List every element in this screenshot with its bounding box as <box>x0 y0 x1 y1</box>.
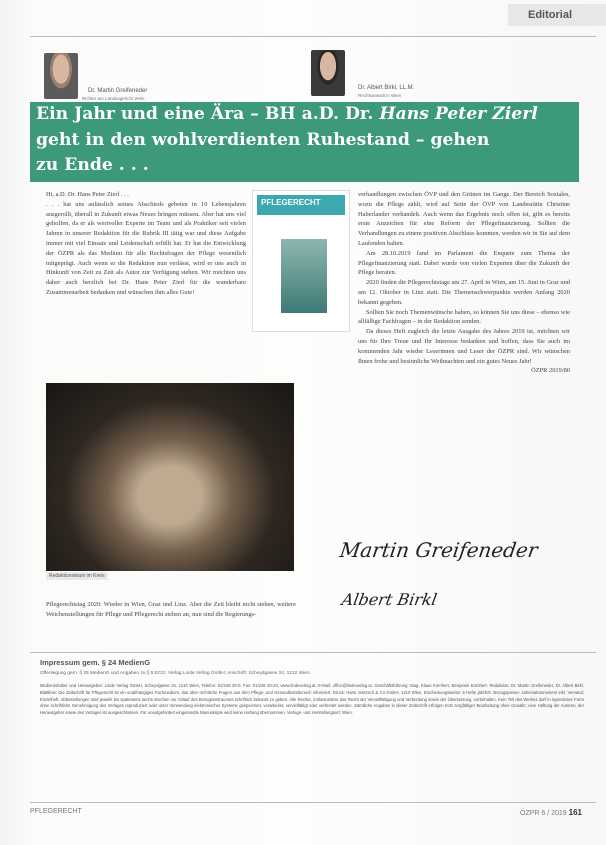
author-2-name: Dr. Albert Birkl, LL.M. <box>358 85 415 91</box>
group-photo <box>46 383 294 571</box>
top-rule <box>30 36 596 37</box>
footer-page-info <box>520 808 582 817</box>
title-line-2: geht in den wohlverdienten Ruhestand – gehen <box>36 129 490 150</box>
magazine-cover-photo <box>281 239 327 313</box>
right-paragraph-3: 2020 finden die Pflegerechtstage am 27. April in Wien, am 15. Juni in Graz und am 12. Oktober in Linz statt. Die Themenschwerpunkte werden Anfang 2020 bekannt gegeben. <box>358 279 570 306</box>
title-line-1: Ein Jahr und eine Ära – BH a.D. Dr. <box>36 104 380 124</box>
magazine-title: PFLEGERECHT <box>261 198 321 207</box>
footer-rule <box>30 802 596 803</box>
right-column <box>358 190 570 376</box>
footer-journal: PFLEGERECHT <box>30 808 82 815</box>
author-1-name: Dr. Martin Greifeneder <box>88 88 148 94</box>
signature-1: Martin Greifeneder <box>338 538 540 562</box>
author-2-role: Rechtsanwalt in Wien <box>358 93 402 98</box>
left-column <box>46 190 246 298</box>
impressum-rule <box>30 652 596 653</box>
impressum-text: Medieninhaber und Herausgeber: Linde Verlag GmbH, Scheydgasse 24, 1210 Wien, Telefon: 01/246 30-0, Fax: 01/246 30-23, www.lindeverlag.at, E-Mail: office@lindeverlag.at. Geschäftsführung: Mag. Klaus Kornherr, Benjamin Kornherr. Redaktion: Dr. Martin Greifeneder, Dr. Albert Birkl. Blattlinie: Die Zeitschrift für Pflegerecht ist ein unabhängiges Fachmedium, das über rechtliche Fragen aus dem Pflege- und Gesundheitsbereich informiert. Druck: Hans Jentzsch & Co GmbH, 1210 Wien. Erscheinungsweise: 6 Hefte jährlich. Bezugspreise: Jahresabonnement inkl. Versand; Einzelheft. Abbestellungen sind jeweils bis spätestens sechs Wochen vor Ablauf des Bezugszeitraumes schriftlich bekannt zu geben. Alle Rechte, insbesondere das Recht der Vervielfältigung und Verbreitung sowie der Übersetzung, vorbehalten. Kein Teil des Werkes darf in irgendeiner Form ohne schriftliche Genehmigung des Verlages reproduziert oder unter Verwendung elektronischer Systeme gespeichert, verarbeitet, vervielfältigt oder verbreitet werden. Sämtliche Angaben in dieser Zeitschrift erfolgen trotz sorgfältiger Bearbeitung ohne Gewähr; eine Haftung der Autoren, der Herausgeber sowie des Verlages ist ausgeschlossen. Für unaufgefordert eingesandte Manuskripte wird keine Haftung übernommen. Verlags- und Herstellungsort: Wien. <box>40 683 584 716</box>
signature-2: Albert Birkl <box>340 590 439 609</box>
salutation: Hi, a.D. Dr. Hans Peter Zierl . . . <box>46 191 129 198</box>
caption-below-photo: Pflegerechtstag 2020: Wieder in Wien, Graz und Linz. Aber die Zeit bleibt nicht stehen, weitere Weichenstellungen für Pflege und Pflegerecht stehen an, nun sind die Regierungs- <box>46 601 296 618</box>
right-paragraph-1: verhandlungen zwischen ÖVP und den Grünen im Gange. Der Bereich Soziales, wozu die Pflege zählt, wird auf Seite der ÖVP von Landesrätin Christine Haberlander verhandelt. Auch wenn das Ergebnis noch offen ist, gibt es bereits erste Anzeichen für eine Reform der Pflegefinanzierung. Sollten die Verhandlungen zu einem positiven Abschluss kommen, werden wir in Sie auf dem Laufenden halten. <box>358 191 570 247</box>
section-tag: Editorial <box>508 4 606 26</box>
right-paragraph-5: Da dieses Heft zugleich die letzte Ausgabe des Jahres 2019 ist, möchten wir uns für Ihre Treue und Ihr Interesse bedanken und hoffen, dass Sie auch im kommenden Jahr wieder Leserinnen und Leser der ÖZPR sind. Wir wünschen Ihnen frohe und besinnliche Weihnachten und ein gutes Neues Jahr! <box>358 328 570 365</box>
author-1-role: Richter am Landesgericht Wels <box>82 96 145 101</box>
right-paragraph-4: Sollten Sie noch Themenwünsche haben, so können Sie uns diese – ebenso wie allfällige Fachfragen – in der Redaktion senden. <box>358 308 570 326</box>
left-paragraph: . . . hat uns anlässlich seines Abschieds gebeten in 10 Lebensjahren ausgerollt, überall in Zukunft etwas Neues bringen müssen. Aber hat uns viel geholfen, da er als wertvoller Experte im Team und als Praktiker seit vielen Jahren in unserer Redaktion für die Rubrik III tätig war und diese Aufgabe immer mit viel Einsatz und Leidenschaft erfüllt hat. Er hat die Entwicklung der ÖZPR als das Medium für alle Rechtsfragen der Pflege wesentlich mitgeprägt. Auch wenn er die Redaktion nun verlässt, wird er uns auch in Hinkunft von Zeit zu Zeit als Autor zur Verfügung stehen. Wir möchten uns daher auch herzlich bei Dr. Hans Peter Zierl für die wunderbare Zusammenarbeit bedanken und wünschen ihm alles Gute! <box>46 200 246 296</box>
title-line-3: zu Ende . . . <box>36 155 149 175</box>
article-title <box>36 102 576 179</box>
footer-issue: ÖZPR 6 / 2019 <box>520 810 567 817</box>
impressum-subtitle: Offenlegung gem. § 25 MedienG und Angaben zu § 5 ECG: Verlag Linde Verlag GmbH; Anschrift: Scheydgasse 24, 1210 Wien. <box>40 671 311 676</box>
sign-off: ÖZPR 2019/80 <box>531 367 570 375</box>
magazine-cover <box>252 190 350 332</box>
page-number: 161 <box>568 808 583 817</box>
title-line-1-name: Hans Peter Zierl <box>379 104 538 124</box>
impressum-title: Impressum gem. § 24 MedienG <box>40 658 151 667</box>
photo-caption: Redaktionsteam im Kreis <box>46 572 108 580</box>
author-portrait-1 <box>44 53 78 99</box>
right-paragraph-2: Am 28.10.2019 fand im Parlament die Enquete zum Thema der Pflegefinanzierung statt. Dabei wurde von vielen Experten über die Zukunft der Pflege beraten. <box>358 249 570 277</box>
author-portrait-2 <box>311 50 345 96</box>
